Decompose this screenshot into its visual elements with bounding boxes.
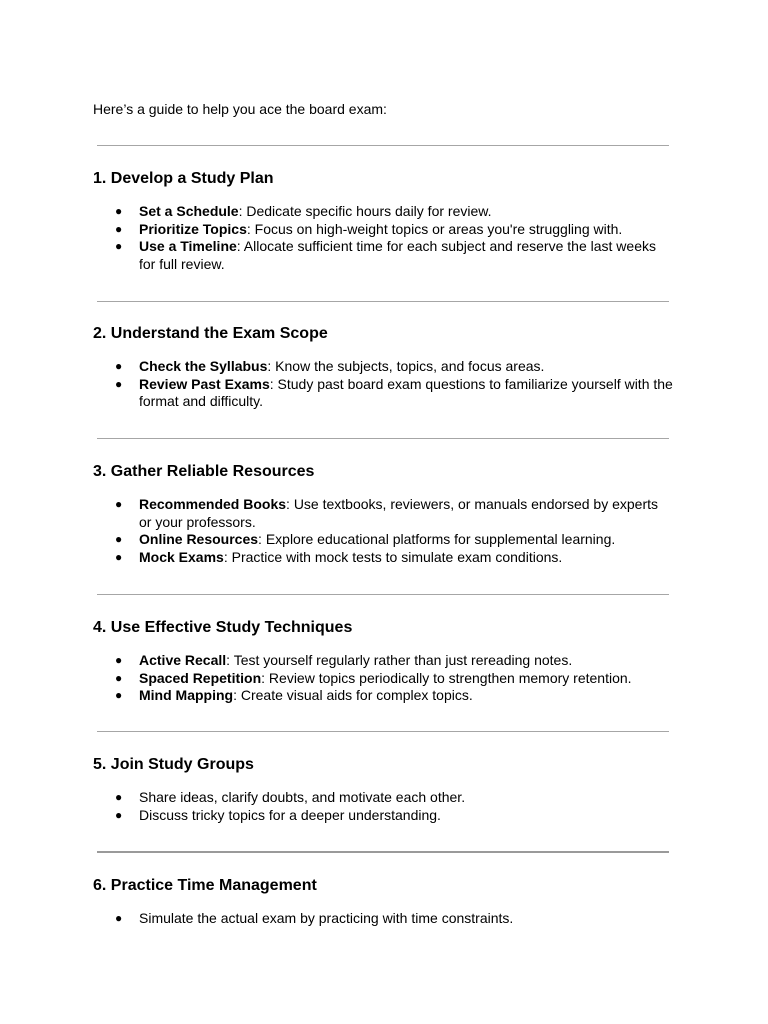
list-item <box>93 221 673 239</box>
list-item <box>93 670 673 688</box>
item-text: : Use textbooks, reviewers, or manuals endorsed by experts or your professors. <box>139 496 658 530</box>
item-term: Online Resources <box>139 531 259 548</box>
bullet-icon: ● <box>115 911 123 925</box>
bullet-icon: ● <box>115 549 123 564</box>
item-term: Active Recall <box>139 652 227 668</box>
list-item <box>93 376 673 411</box>
item-text: : Test yourself regularly rather than just rereading notes. <box>226 652 573 668</box>
bullet-list <box>93 910 673 928</box>
list-item <box>93 358 673 376</box>
section-heading: 4. Use Effective Study Techniques <box>93 619 353 636</box>
bullet-icon: ● <box>115 359 123 373</box>
item-text: : Focus on high-weight topics or areas you're struggling with. <box>246 220 623 237</box>
bullet-list <box>93 203 673 273</box>
section-heading: 6. Practice Time Management <box>93 877 317 894</box>
list-item <box>93 910 673 928</box>
bullet-icon: ● <box>115 653 123 667</box>
item-term: Prioritize Topics <box>139 220 247 237</box>
item-text: : Know the subjects, topics, and focus areas. <box>267 358 545 374</box>
list-item <box>93 807 673 825</box>
list-item <box>93 549 673 567</box>
section-heading: 3. Gather Reliable Resources <box>93 463 315 480</box>
bullet-icon: ● <box>115 221 123 236</box>
item-text: : Allocate sufficient time for each subject and reserve the last weeks for full review. <box>139 238 656 272</box>
bullet-icon: ● <box>115 497 123 511</box>
section-heading: 5. Join Study Groups <box>93 756 254 773</box>
item-term: Use a Timeline <box>139 238 237 255</box>
item-text: : Practice with mock tests to simulate exam conditions. <box>223 548 563 565</box>
bullet-icon: ● <box>115 376 123 391</box>
section-resources <box>93 462 673 566</box>
bullet-list <box>93 789 673 824</box>
list-item <box>93 531 673 549</box>
bullet-icon: ● <box>115 532 123 547</box>
item-term: Spaced Repetition <box>139 669 262 686</box>
section-divider <box>97 438 669 439</box>
list-item <box>93 496 673 531</box>
section-study-groups <box>93 755 673 824</box>
section-divider <box>97 145 669 146</box>
item-text: : Review topics periodically to strengthen memory retention. <box>261 669 632 686</box>
item-term: Check the Syllabus <box>139 358 268 374</box>
section-divider <box>97 851 669 853</box>
bullet-icon: ● <box>115 790 123 804</box>
section-divider <box>97 731 669 732</box>
section-heading: 1. Develop a Study Plan <box>93 170 274 187</box>
section-time-management <box>93 876 673 928</box>
item-text: Share ideas, clarify doubts, and motivate each other. <box>139 789 466 805</box>
item-term: Recommended Books <box>139 496 287 512</box>
section-divider <box>97 594 669 595</box>
item-term: Mind Mapping <box>139 687 234 704</box>
section-heading: 2. Understand the Exam Scope <box>93 325 328 342</box>
bullet-icon: ● <box>115 239 123 254</box>
bullet-icon: ● <box>115 807 123 822</box>
list-item <box>93 238 673 273</box>
item-term: Mock Exams <box>139 548 224 565</box>
bullet-list <box>93 358 673 411</box>
section-study-plan <box>93 169 673 273</box>
item-text: Discuss tricky topics for a deeper understanding. <box>139 806 441 823</box>
item-term: Set a Schedule <box>139 203 239 219</box>
bullet-list <box>93 496 673 566</box>
item-text: : Explore educational platforms for supplemental learning. <box>258 531 616 548</box>
bullet-icon: ● <box>115 204 123 218</box>
intro-text: Here’s a guide to help you ace the board exam: <box>93 101 387 117</box>
section-exam-scope <box>93 324 673 411</box>
list-item <box>93 687 673 705</box>
bullet-icon: ● <box>115 670 123 685</box>
list-item <box>93 203 673 221</box>
bullet-icon: ● <box>115 688 123 703</box>
item-text: : Study past board exam questions to familiarize yourself with the format and difficulty. <box>139 375 673 410</box>
section-study-techniques <box>93 618 673 705</box>
list-item <box>93 652 673 670</box>
item-text: : Create visual aids for complex topics. <box>233 687 473 704</box>
bullet-list <box>93 652 673 705</box>
item-term: Review Past Exams <box>139 375 270 392</box>
item-text: Simulate the actual exam by practicing with time constraints. <box>139 910 514 926</box>
section-divider <box>97 301 669 302</box>
item-text: : Dedicate specific hours daily for review. <box>238 203 492 219</box>
list-item <box>93 789 673 807</box>
